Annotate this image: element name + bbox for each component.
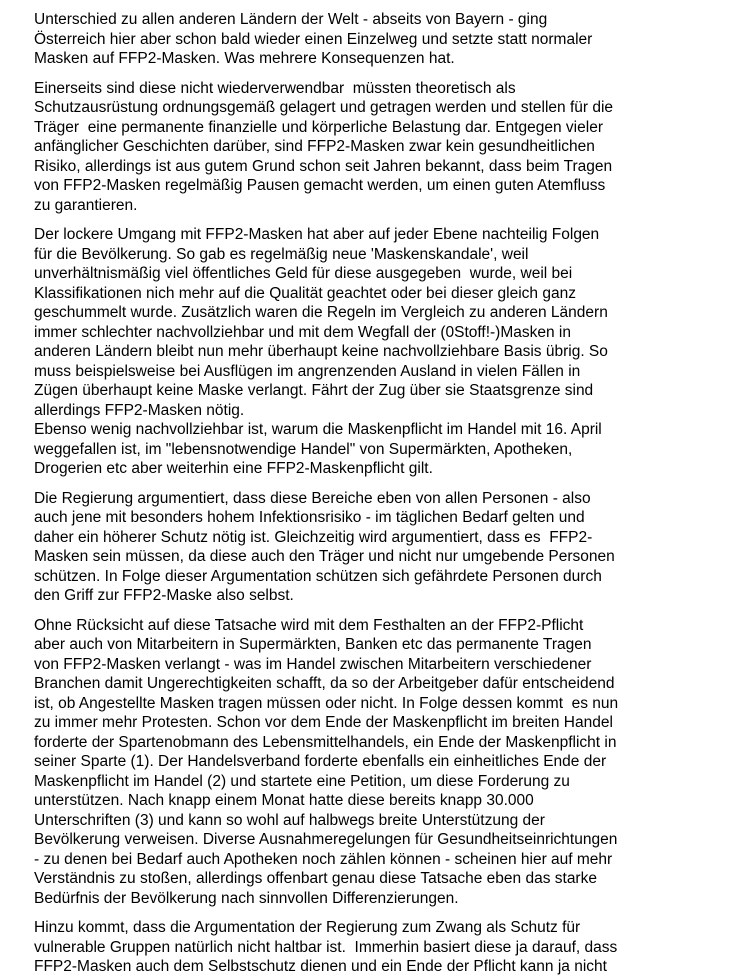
text-line: für die Bevölkerung. So gab es regelmäßig neue 'Maskenskandale', weil [34,245,529,263]
text-line: FFP2-Masken auch dem Selbstschutz dienen und ein Ende der Pflicht kann ja nicht [34,958,607,975]
text-line: zu garantieren. [34,196,138,214]
text-line: Hinzu kommt, dass die Argumentation der Regierung zum Zwang als Schutz für [34,919,581,936]
text-line: Klassifikationen nich mehr auf die Qualität geachtet oder bei dieser gleich ganz [34,284,576,302]
text-line: seiner Sparte (1). Der Handelsverband forderte ebenfalls ein einheitliches Ende der [34,753,607,770]
text-line: daher ein höherer Schutz nötig ist. Gleichzeitig wird argumentiert, dass es FFP2- [34,528,593,546]
paragraph [34,616,723,909]
text-line: Bedürfnis der Bevölkerung nach sinnvollen Differenzierungen. [34,889,459,907]
text-line: Branchen damit Ungerechtigkeiten schafft, da so der Arbeitgeber dafür entscheidend [34,675,615,692]
text-line: auch jene mit besonders hohem Infektionsrisiko - im täglichen Bedarf gelten und [34,509,585,526]
paragraph [34,918,723,977]
text-line: geschummelt wurde. Zusätzlich waren die Regeln im Vergleich zu anderen Ländern [34,304,608,321]
text-line: zu immer mehr Protesten. Schon vor dem Ende der Maskenpflicht im breiten Handel [34,714,613,731]
text-line: muss beispielsweise bei Ausflügen im angrenzenden Ausland in vielen Fällen in [34,362,581,380]
text-line: - zu denen bei Bedarf auch Apotheken noch zählen können - scheinen hier auf mehr [34,850,613,868]
text-line: ist, ob Angestellte Masken tragen müssen oder nicht. In Folge dessen kommt es nun [34,694,619,712]
text-line: anderen Ländern bleibt nun mehr überhaupt keine nachvollziehbare Basis übrig. So [34,343,608,360]
document-body [34,10,723,977]
text-line: Unterschied zu allen anderen Ländern der Welt - abseits von Bayern - ging [34,11,548,28]
text-line: forderte der Spartenobmann des Lebensmittelhandels, ein Ende der Maskenpflicht in [34,733,617,751]
paragraph [34,10,723,69]
text-line: Ebenso wenig nachvollziehbar ist, warum die Maskenpflicht im Handel mit 16. April [34,421,602,438]
text-line: Österreich hier aber schon bald wieder einen Einzelweg und setzte statt normaler [34,30,593,48]
text-line: Träger eine permanente finanzielle und körperliche Belastung dar. Entgegen vieler [34,118,603,136]
text-line: Bevölkerung verweisen. Diverse Ausnahmeregelungen für Gesundheitseinrichtungen [34,831,618,848]
text-line: Ohne Rücksicht auf diese Tatsache wird mit dem Festhalten an der FFP2-Pflicht [34,616,584,634]
text-line: Verständnis zu stoßen, allerdings offenbart genau diese Tatsache eben das starke [34,870,597,887]
text-line: vulnerable Gruppen natürlich nicht haltbar ist. Immerhin basiert diese ja darauf, dass [34,938,618,956]
text-line: Schutzausrüstung ordnungsgemäß gelagert und getragen werden und stellen für die [34,99,614,116]
text-line: von FFP2-Masken verlangt - was im Handel zwischen Mitarbeitern verschiedener [34,655,592,673]
paragraph [34,489,723,606]
text-line: Risiko, allerdings ist aus gutem Grund schon seit Jahren bekannt, dass beim Tragen [34,157,613,175]
text-line: von FFP2-Masken regelmäßig Pausen gemacht werden, um einen guten Atemfluss [34,177,606,194]
text-line: Zügen überhaupt keine Maske verlangt. Fährt der Zug über sie Staatsgrenze sind [34,382,594,399]
text-line: Maskenpflicht im Handel (2) und startete eine Petition, um diese Forderung zu [34,772,570,790]
text-line: Drogerien etc aber weiterhin eine FFP2-Maskenpflicht gilt. [34,460,433,477]
text-line: anfänglicher Geschichten darüber, sind FFP2-Masken zwar kein gesundheitlichen [34,138,595,155]
text-line: unterstützen. Nach knapp einem Monat hatte diese bereits knapp 30.000 [34,792,534,809]
text-line: Die Regierung argumentiert, dass diese Bereiche eben von allen Personen - also [34,489,591,507]
text-line: unverhältnismäßig viel öffentliches Geld für diese ausgegeben wurde, weil bei [34,265,573,282]
text-line: immer schlechter nachvollziehbar und mit dem Wegfall der (0Stoff!-)Masken in [34,323,571,341]
text-line: den Griff zur FFP2-Maske also selbst. [34,587,294,604]
text-line: aber auch von Mitarbeitern in Supermärkten, Banken etc das permanente Tragen [34,636,592,653]
text-line: schützen. In Folge dieser Argumentation schützen sich gefährdete Personen durch [34,567,602,585]
text-line: Einerseits sind diese nicht wiederverwendbar müssten theoretisch als [34,79,516,97]
text-line: Masken sein müssen, da diese auch den Träger und nicht nur umgebende Personen [34,548,615,565]
text-line: allerdings FFP2-Masken nötig. [34,401,245,419]
paragraph [34,79,723,216]
text-line: weggefallen ist, im "lebensnotwendige Handel" von Supermärkten, Apotheken, [34,440,573,458]
text-line: Unterschriften (3) und kann so wohl auf halbwegs breite Unterstützung der [34,811,545,829]
paragraph [34,225,723,479]
text-line: Der lockere Umgang mit FFP2-Masken hat aber auf jeder Ebene nachteilig Folgen [34,226,600,243]
text-line: Masken auf FFP2-Masken. Was mehrere Konsequenzen hat. [34,50,455,67]
